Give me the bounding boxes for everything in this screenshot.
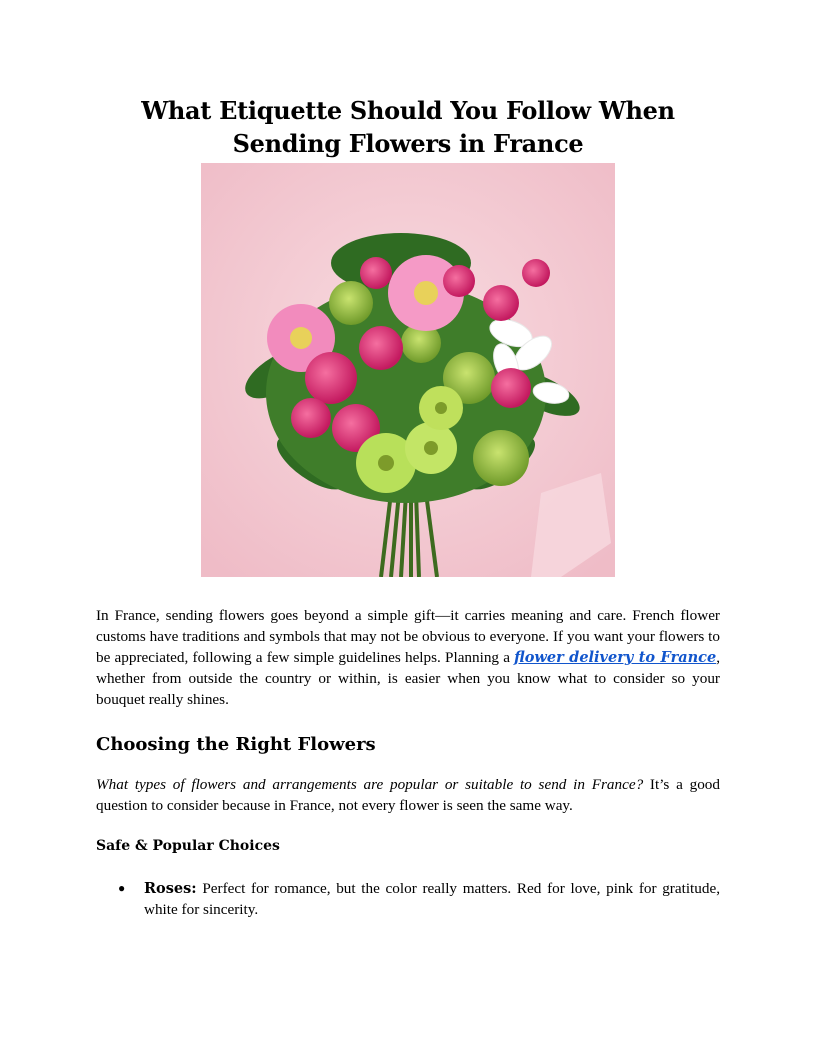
document-page bbox=[96, 94, 720, 920]
section-heading: Choosing the Right Flowers bbox=[96, 734, 376, 755]
flower-bouquet-image bbox=[201, 163, 615, 577]
subheading: Safe & Popular Choices bbox=[96, 838, 280, 854]
question-text: What types of flowers and arrangements are popular or suitable to send in France? bbox=[96, 776, 644, 793]
choices-list bbox=[96, 878, 720, 920]
question-followup: It’s a good question to consider because in France, not every flower is seen the same way. bbox=[96, 776, 720, 814]
intro-paragraph bbox=[96, 605, 720, 710]
question-paragraph bbox=[96, 774, 720, 816]
flower-delivery-link[interactable]: flower delivery to France bbox=[514, 649, 717, 666]
list-item bbox=[118, 878, 720, 920]
document-title: What Etiquette Should You Follow When Sending Flowers in France bbox=[141, 96, 675, 158]
bullet-icon: ● bbox=[118, 881, 126, 895]
intro-text-after-link: , whether from outside the country or within, is easier when you know what to consider so your bouquet really shines. bbox=[96, 649, 721, 708]
list-item-term: Roses: bbox=[144, 880, 197, 897]
list-item-text: Perfect for romance, but the color really matters. Red for love, pink for gratitude, white for sincerity. bbox=[144, 880, 720, 918]
intro-text-before-link: In France, sending flowers goes beyond a simple gift—it carries meaning and care. French flower customs have traditions and symbols that may not be obvious to everyone. If you want your flowers to be appreciated, following a few simple guidelines helps. Planning a bbox=[96, 607, 720, 666]
